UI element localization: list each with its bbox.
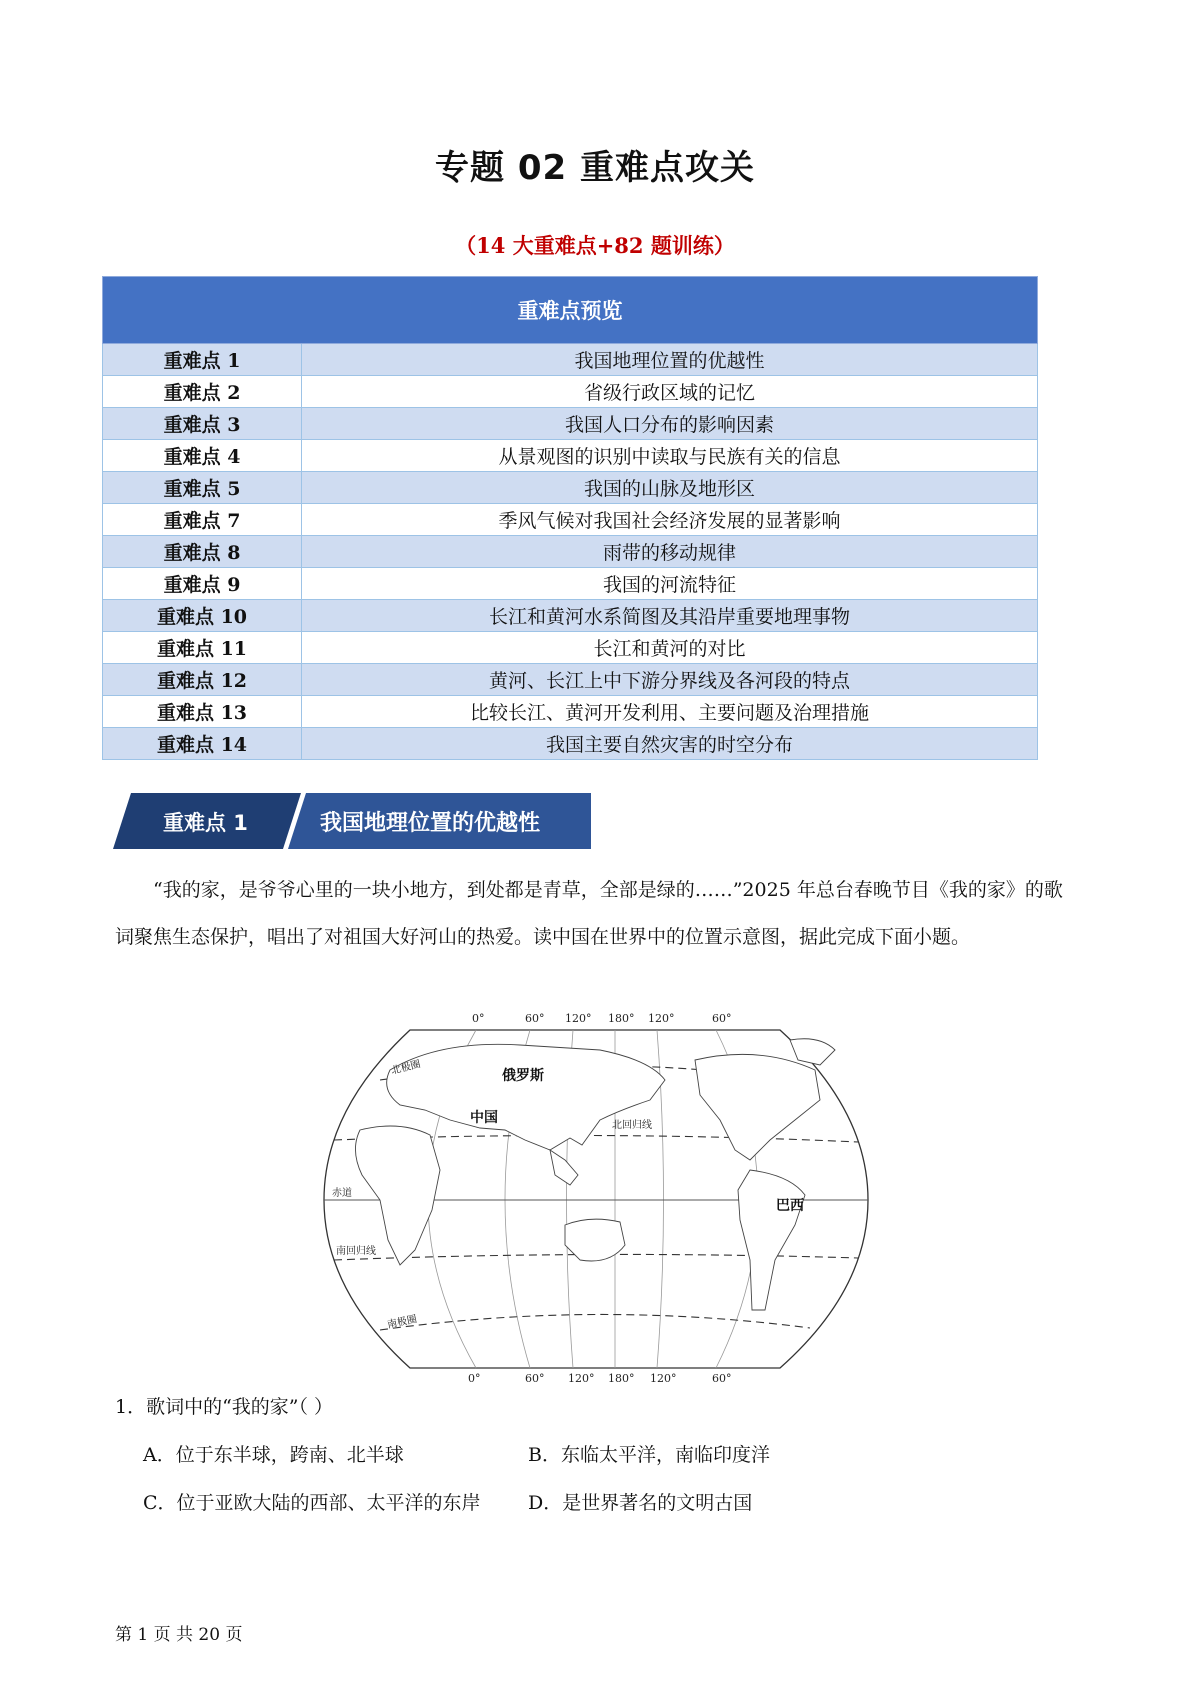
top-tick: 60° [525,1012,545,1025]
table-row [103,632,1038,664]
row-value: 我国的山脉及地形区 [302,472,1038,504]
row-key: 重难点 10 [103,600,302,632]
overview-header: 重难点预览 [103,277,1038,344]
row-value: 省级行政区域的记忆 [302,376,1038,408]
row-key: 重难点 8 [103,536,302,568]
world-map [320,1010,872,1384]
option-b[interactable]: B．东临太平洋，南临印度洋 [528,1444,770,1466]
table-row [103,664,1038,696]
table-row [103,600,1038,632]
option-d[interactable]: D．是世界著名的文明古国 [528,1492,753,1514]
page-title: 专题 02 重难点攻关 [435,148,755,188]
top-tick: 0° [472,1012,485,1025]
top-tick: 180° [608,1012,635,1025]
bottom-tick: 0° [468,1372,481,1384]
row-key: 重难点 2 [103,376,302,408]
row-value: 我国的河流特征 [302,568,1038,600]
row-value: 比较长江、黄河开发利用、主要问题及治理措施 [302,696,1038,728]
option-a[interactable]: A．位于东半球，跨南、北半球 [143,1444,404,1466]
row-key: 重难点 12 [103,664,302,696]
top-tick: 120° [565,1012,592,1025]
row-value: 我国主要自然灾害的时空分布 [302,728,1038,760]
row-value: 黄河、长江上中下游分界线及各河段的特点 [302,664,1038,696]
page-subtitle: （14 大重难点+82 题训练） [455,233,735,258]
row-key: 重难点 9 [103,568,302,600]
row-key: 重难点 5 [103,472,302,504]
row-value: 我国人口分布的影响因素 [302,408,1038,440]
question-stem: 1．歌词中的“我的家”（ ） [115,1396,334,1418]
antarctic-circle-label: 南极圈 [386,1313,418,1331]
row-value: 雨带的移动规律 [302,536,1038,568]
table-row [103,696,1038,728]
row-key: 重难点 3 [103,408,302,440]
row-value: 我国地理位置的优越性 [302,344,1038,376]
russia-label: 俄罗斯 [502,1068,544,1084]
row-value: 长江和黄河的对比 [302,632,1038,664]
row-key: 重难点 4 [103,440,302,472]
section-name: 我国地理位置的优越性 [320,811,541,836]
tropic-capricorn-label: 南回归线 [336,1246,376,1257]
china-label: 中国 [470,1110,498,1126]
overview-table [102,276,1038,760]
table-row [103,408,1038,440]
section-tag: 重难点 1 [163,811,248,835]
table-row [103,472,1038,504]
row-key: 重难点 11 [103,632,302,664]
table-row [103,536,1038,568]
row-key: 重难点 13 [103,696,302,728]
option-c[interactable]: C．位于亚欧大陆的西部、太平洋的东岸 [143,1492,481,1514]
table-row [103,728,1038,760]
top-tick: 120° [648,1012,675,1025]
bottom-tick: 180° [608,1372,635,1384]
table-row [103,440,1038,472]
section-banner [113,793,591,849]
row-key: 重难点 7 [103,504,302,536]
bottom-tick: 120° [650,1372,677,1384]
table-row [103,376,1038,408]
top-tick: 60° [712,1012,732,1025]
page-footer: 第 1 页 共 20 页 [115,1625,243,1645]
table-row [103,344,1038,376]
passage-text: “我的家，是爷爷心里的一块小地方，到处都是青草，全部是绿的……”2025 年总台春晚节目《我的家》的歌词聚焦生态保护，唱出了对祖国大好河山的热爱。读中国在世界中的位置示意图，据此完成下面小题。 [115,879,1063,948]
tropic-cancer-label: 北回归线 [612,1120,652,1131]
table-row [103,504,1038,536]
row-key: 重难点 1 [103,344,302,376]
bottom-tick: 120° [568,1372,595,1384]
row-key: 重难点 14 [103,728,302,760]
bottom-tick: 60° [525,1372,545,1384]
arctic-circle-label: 北极圈 [390,1058,422,1077]
bottom-tick: 60° [712,1372,732,1384]
row-value: 从景观图的识别中读取与民族有关的信息 [302,440,1038,472]
brazil-label: 巴西 [776,1198,804,1214]
row-value: 长江和黄河水系简图及其沿岸重要地理事物 [302,600,1038,632]
row-value: 季风气候对我国社会经济发展的显著影响 [302,504,1038,536]
equator-label: 赤道 [332,1188,352,1199]
table-row [103,568,1038,600]
